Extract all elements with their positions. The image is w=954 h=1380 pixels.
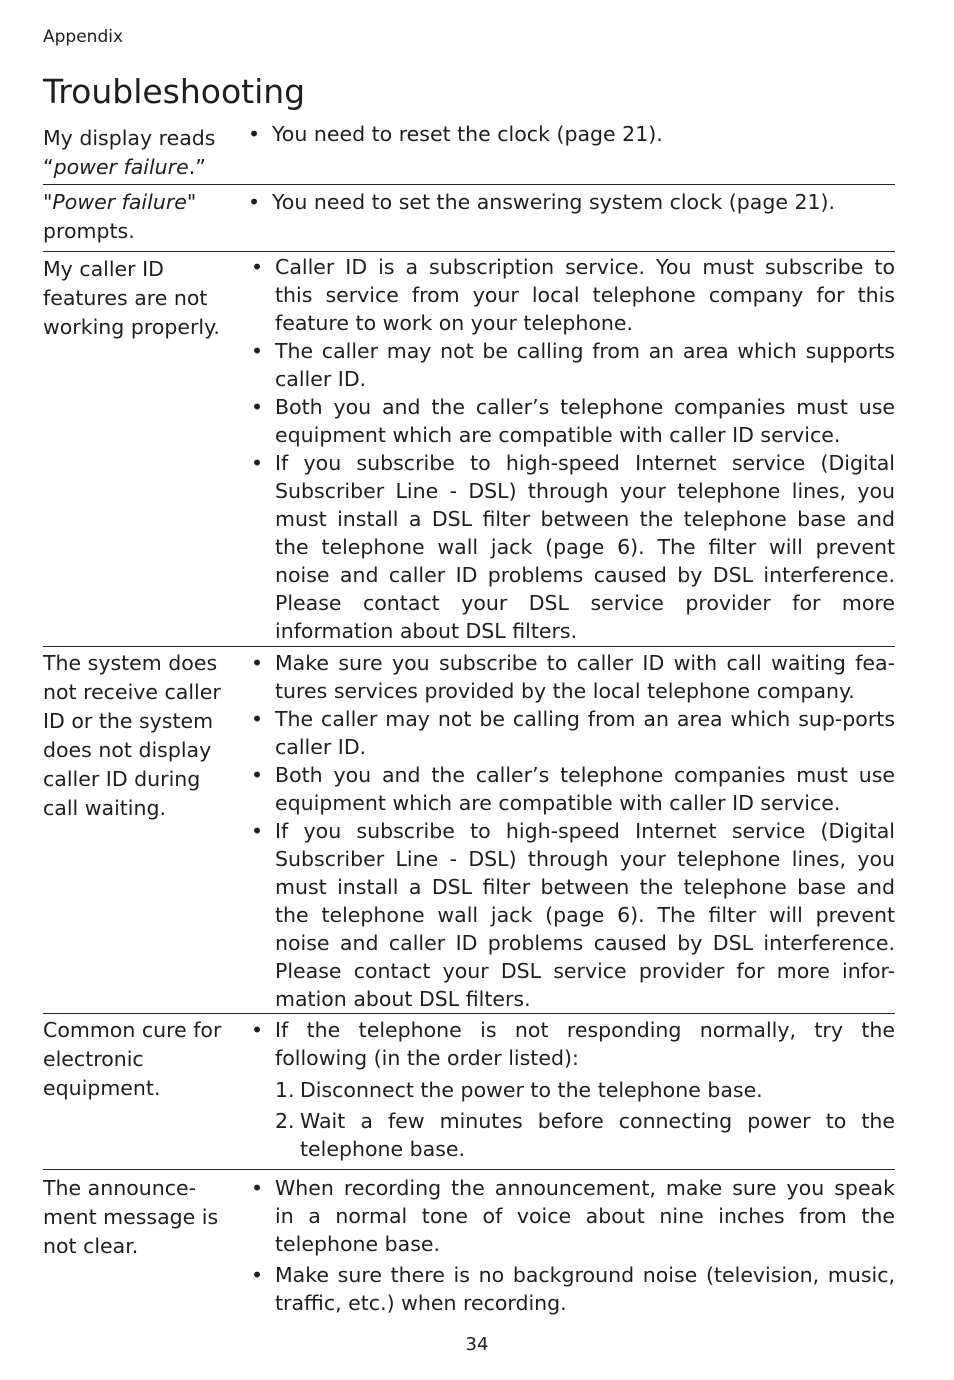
solution-list	[245, 120, 892, 148]
solution-item: • When recording the announcement, make sure you speak in a normal tone of voice about nine inches from the telephone base.	[248, 1174, 895, 1258]
solution-item: • The caller may not be calling from an area which sup-ports caller ID.	[248, 705, 895, 761]
problem-text: My display reads “power failure.”	[43, 126, 216, 179]
problem-text: Common cure for electronic equipment.	[43, 1018, 222, 1100]
troubleshooting-row	[43, 184, 895, 243]
solution-item: • You need to reset the clock (page 21).	[245, 120, 892, 148]
section-label: Appendix	[43, 27, 124, 47]
solution-list	[248, 1016, 895, 1166]
page-title: Troubleshooting	[43, 72, 306, 111]
solution-item: • If the telephone is not responding normally, try the following (in the order listed): 1. Disconnect the power to the telephone base. 2. Wait a few minutes before connecting power to the telephone base.	[248, 1016, 895, 1163]
solution-item: • Make sure you subscribe to caller ID with call waiting fea-tures services provided by the local telephone company.	[248, 649, 895, 705]
solution-list	[248, 649, 895, 1013]
solution-item: • If you subscribe to high-speed Internet service (Digital Subscriber Line - DSL) through your telephone lines, you must install a DSL filter between the telephone base and the telephone wall jack (page 6). The filter will prevent noise and caller ID problems caused by DSL interference. Please contact your DSL service provider for more infor-mation about DSL filters.	[248, 817, 895, 1013]
solution-item: • Make sure there is no background noise (television, music, traffic, etc.) when recording.	[248, 1261, 895, 1317]
step-item: 2. Wait a few minutes before connecting power to the telephone base.	[275, 1107, 895, 1163]
step-list	[275, 1076, 895, 1163]
solution-list	[248, 1174, 895, 1317]
solution-item: • If you subscribe to high-speed Internet service (Digital Subscriber Line - DSL) through your telephone lines, you must install a DSL filter between the telephone base and the telephone wall jack (page 6). The filter will prevent noise and caller ID problems caused by DSL interference. Please contact your DSL service provider for more information about DSL filters.	[248, 449, 895, 645]
solution-item: • You need to set the answering system clock (page 21).	[245, 188, 892, 216]
troubleshooting-row	[43, 1169, 895, 1315]
troubleshooting-row	[43, 1013, 895, 1161]
solution-item: • The caller may not be calling from an area which supports caller ID.	[248, 337, 895, 393]
solution-list	[248, 253, 895, 645]
problem-text: The announce-ment message is not clear.	[43, 1176, 219, 1258]
solution-item: • Both you and the caller’s telephone companies must use equipment which are compatible with caller ID service.	[248, 761, 895, 817]
page-number: 34	[465, 1334, 489, 1355]
step-item: 1. Disconnect the power to the telephone base.	[275, 1076, 895, 1104]
troubleshooting-row	[43, 646, 895, 1011]
problem-text: The system does not receive caller ID or the system does not display caller ID during call waiting.	[43, 651, 221, 820]
problem-text: "Power failure" prompts.	[43, 190, 197, 243]
solution-item: • Caller ID is a subscription service. You must subscribe to this service from your local telephone company for this feature to work on your telephone.	[248, 253, 895, 337]
troubleshooting-row	[43, 251, 895, 643]
solution-item: • Both you and the caller’s telephone companies must use equipment which are compatible with caller ID service.	[248, 393, 895, 449]
solution-list	[245, 188, 892, 216]
problem-text: My caller ID features are not working properly.	[43, 257, 220, 339]
